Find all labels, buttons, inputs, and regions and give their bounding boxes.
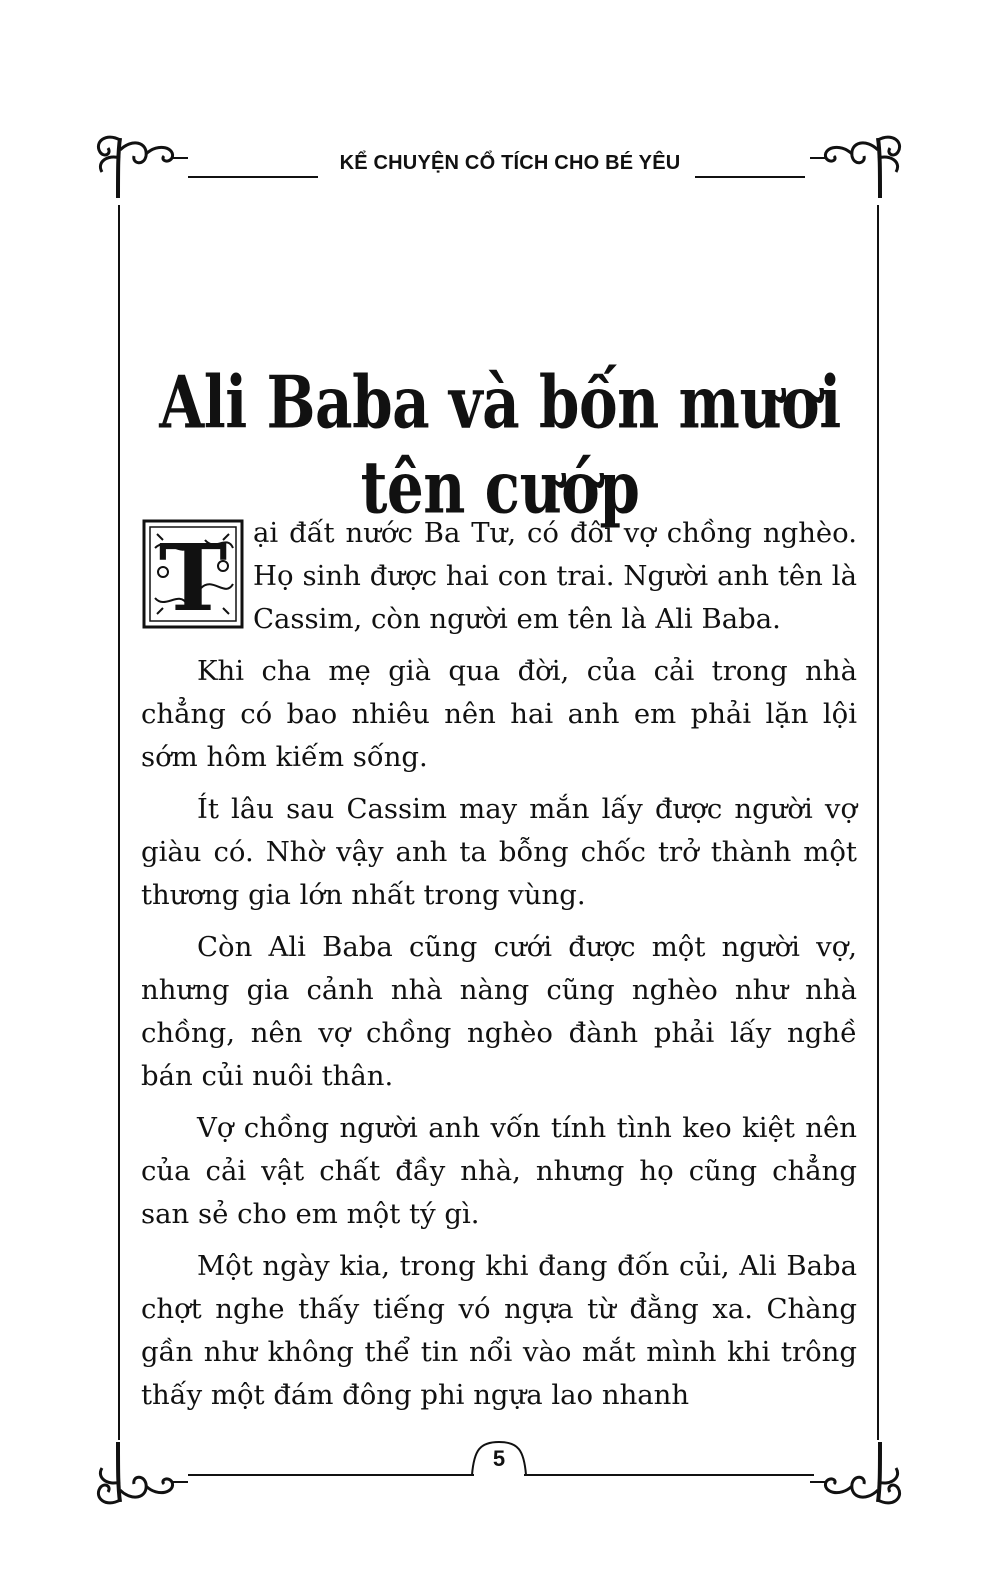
running-title: KỂ CHUYỆN CỔ TÍCH CHO BÉ YÊU — [339, 152, 681, 174]
paragraph-5: Vợ chồng người anh vốn tính tình keo kiệt nên của cải vật chất đầy nhà, nhưng họ cũng chẳng san sẻ cho em một tý gì. — [141, 1112, 857, 1230]
header-rule-right — [695, 176, 805, 178]
drop-cap-ornament-icon — [141, 518, 245, 630]
paragraph-6: Một ngày kia, trong khi đang đốn củi, Ali Baba chợt nghe thấy tiếng vó ngựa từ đằng xa. Chàng gần như không thể tin nổi vào mắt mình khi trông thấy một đám đông phi ngựa lao nhanh — [141, 1250, 857, 1411]
footer-rule-right — [524, 1474, 814, 1476]
story-body — [141, 512, 857, 1426]
header-rule-left — [188, 176, 318, 178]
story-title: Ali Baba và bốn mươi tên cướp — [159, 360, 841, 530]
paragraph-4: Còn Ali Baba cũng cưới được một người vợ, nhưng gia cảnh nhà nàng cũng nghèo như nhà chồng, nên vợ chồng nghèo đành phải lấy nghề bán củi nuôi thân. — [141, 931, 857, 1092]
running-header — [0, 148, 1000, 182]
paragraph-3: Ít lâu sau Cassim may mắn lấy được người vợ giàu có. Nhờ vậy anh ta bỗng chốc trở thành một thương gia lớn nhất trong vùng. — [141, 793, 857, 911]
page-number: 5 — [492, 1446, 506, 1471]
paragraph-1 — [141, 512, 857, 641]
paragraph-1-text: ại đất nước Ba Tư, có đôi vợ chồng nghèo. Họ sinh được hai con trai. Người anh tên là Cassim, còn người em tên là Ali Baba. — [253, 517, 857, 635]
paragraph-2: Khi cha mẹ già qua đời, của cải trong nhà chẳng có bao nhiêu nên hai anh em phải lặn lội sớm hôm kiếm sống. — [141, 655, 857, 773]
page-footer — [0, 1440, 1000, 1500]
footer-rule-left — [188, 1474, 474, 1476]
drop-cap-letter: T — [158, 524, 228, 630]
